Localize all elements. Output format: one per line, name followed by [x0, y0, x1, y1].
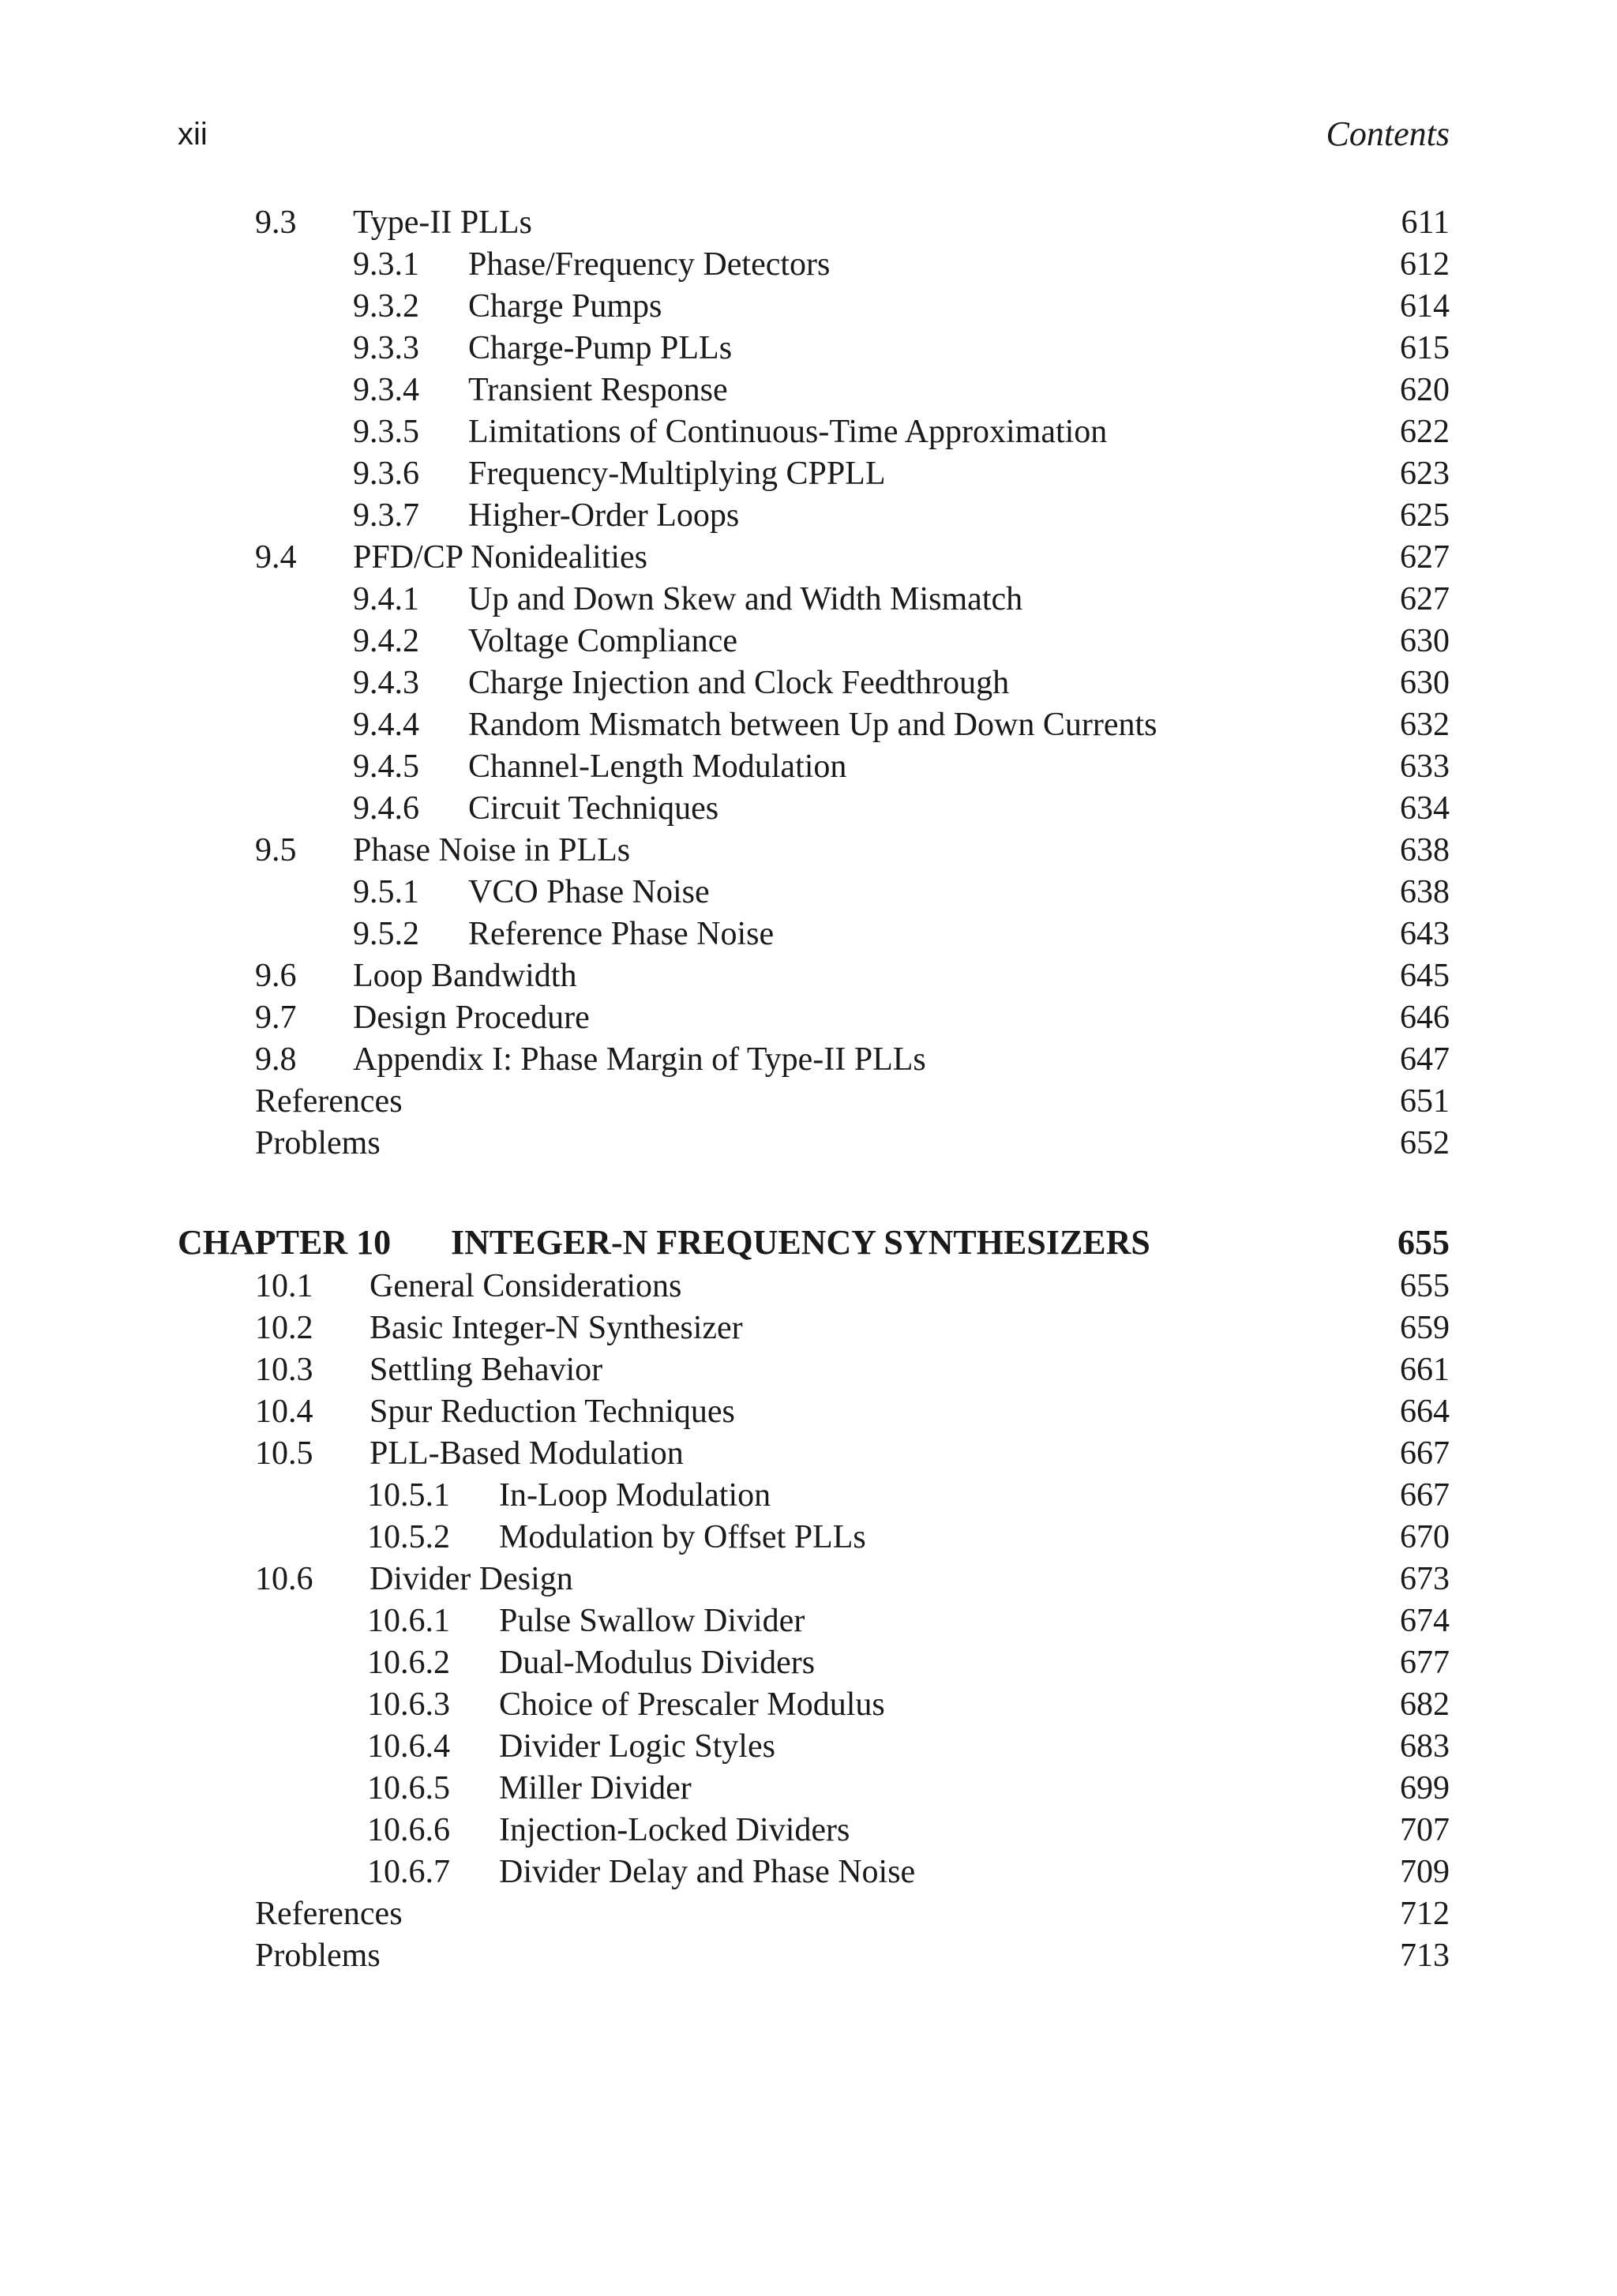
subsection-title: In-Loop Modulation: [499, 1477, 771, 1514]
toc-subsection-row[interactable]: [0, 1684, 1617, 1725]
subsection-title: Charge Pumps: [468, 288, 662, 325]
subsection-number: 9.4.5: [353, 748, 419, 785]
subsection-number: 10.6.2: [367, 1645, 450, 1681]
subsection-page: 625: [1400, 497, 1450, 534]
subsection-number: 10.6.6: [367, 1812, 450, 1848]
subsection-number: 10.6.4: [367, 1728, 450, 1765]
section-number: 9.6: [255, 958, 297, 994]
toc-references-row[interactable]: [0, 1893, 1617, 1934]
subsection-page: 674: [1400, 1603, 1450, 1639]
section-page: 647: [1400, 1041, 1450, 1078]
toc-subsection-row[interactable]: [0, 1768, 1617, 1809]
subsection-page: 627: [1400, 581, 1450, 617]
toc-subsection-row[interactable]: [0, 1642, 1617, 1683]
toc-subsection-row[interactable]: [0, 495, 1617, 536]
toc-subsection-row[interactable]: [0, 411, 1617, 452]
subsection-title: Dual-Modulus Dividers: [499, 1645, 816, 1681]
subsection-title: Divider Logic Styles: [499, 1728, 775, 1765]
section-number: 10.3: [255, 1352, 313, 1388]
toc-section-row[interactable]: [0, 1307, 1617, 1349]
toc-subsection-row[interactable]: [0, 1810, 1617, 1851]
section-title: Settling Behavior: [370, 1352, 603, 1388]
subsection-page: 612: [1400, 246, 1450, 283]
subsection-number: 9.3.2: [353, 288, 419, 325]
toc-section-row[interactable]: [0, 1391, 1617, 1432]
section-title: Type-II PLLs: [353, 204, 532, 241]
subsection-number: 10.5.1: [367, 1477, 450, 1514]
subsection-title: Charge-Pump PLLs: [468, 330, 733, 366]
section-page: 655: [1400, 1268, 1450, 1304]
section-number: 9.5: [255, 832, 297, 869]
section-page: 673: [1400, 1561, 1450, 1597]
toc-subsection-row[interactable]: [0, 662, 1617, 703]
subsection-number: 9.5.1: [353, 874, 419, 910]
subsection-page: 615: [1400, 330, 1450, 366]
section-title: Loop Bandwidth: [353, 958, 577, 994]
page-number: xii: [178, 117, 208, 152]
toc-subsection-row[interactable]: [0, 872, 1617, 913]
toc-problems-row[interactable]: [0, 1123, 1617, 1164]
section-page: 659: [1400, 1310, 1450, 1346]
subsection-page: 614: [1400, 288, 1450, 325]
subsection-title: Circuit Techniques: [468, 790, 719, 827]
subsection-title: Phase/Frequency Detectors: [468, 246, 831, 283]
subsection-page: 699: [1400, 1770, 1450, 1806]
subsection-title: VCO Phase Noise: [468, 874, 710, 910]
subsection-page: 632: [1400, 707, 1450, 743]
subsection-page: 643: [1400, 916, 1450, 952]
section-number: 9.3: [255, 204, 297, 241]
subsection-page: 682: [1400, 1686, 1450, 1723]
toc-subsection-row[interactable]: [0, 328, 1617, 369]
section-number: 10.5: [255, 1435, 313, 1472]
subsection-page: 638: [1400, 874, 1450, 910]
subsection-number: 9.3.6: [353, 456, 419, 492]
toc-section-row[interactable]: [0, 1559, 1617, 1600]
subsection-page: 677: [1400, 1645, 1450, 1681]
subsection-number: 9.4.3: [353, 665, 419, 701]
toc-subsection-row[interactable]: [0, 1600, 1617, 1641]
toc-references-row[interactable]: [0, 1081, 1617, 1122]
subsection-number: 9.3.1: [353, 246, 419, 283]
subsection-number: 9.3.5: [353, 414, 419, 450]
subsection-title: Miller Divider: [499, 1770, 692, 1806]
section-title: Design Procedure: [353, 1000, 590, 1036]
toc-section-row[interactable]: [0, 537, 1617, 578]
problems-title: Problems: [255, 1125, 381, 1161]
subsection-page: 667: [1400, 1477, 1450, 1514]
toc-subsection-row[interactable]: [0, 914, 1617, 955]
subsection-title: Injection-Locked Dividers: [499, 1812, 850, 1848]
subsection-page: 622: [1400, 414, 1450, 450]
references-title: References: [255, 1896, 403, 1932]
subsection-number: 10.6.3: [367, 1686, 450, 1723]
toc-subsection-row[interactable]: [0, 788, 1617, 829]
section-page: 667: [1400, 1435, 1450, 1472]
toc-problems-row[interactable]: [0, 1935, 1617, 1976]
subsection-page: 633: [1400, 748, 1450, 785]
section-title: PFD/CP Nonidealities: [353, 539, 647, 576]
section-title: Appendix I: Phase Margin of Type-II PLLs: [353, 1041, 926, 1078]
section-page: 661: [1400, 1352, 1450, 1388]
subsection-number: 9.4.2: [353, 623, 419, 659]
subsection-title: Higher-Order Loops: [468, 497, 740, 534]
chapter-page: 655: [1398, 1223, 1450, 1262]
subsection-number: 9.3.4: [353, 372, 419, 408]
subsection-title: Limitations of Continuous-Time Approximation: [468, 414, 1108, 450]
subsection-title: Reference Phase Noise: [468, 916, 775, 952]
section-number: 9.7: [255, 1000, 297, 1036]
toc-subsection-row[interactable]: [0, 1517, 1617, 1558]
references-title: References: [255, 1083, 403, 1120]
section-number: 10.1: [255, 1268, 313, 1304]
section-number: 10.2: [255, 1310, 313, 1346]
toc-subsection-row[interactable]: [0, 453, 1617, 494]
subsection-number: 9.5.2: [353, 916, 419, 952]
section-title: Phase Noise in PLLs: [353, 832, 631, 869]
section-title: Spur Reduction Techniques: [370, 1394, 735, 1430]
section-title: Basic Integer-N Synthesizer: [370, 1310, 743, 1346]
chapter-title: INTEGER-N FREQUENCY SYNTHESIZERS: [451, 1223, 1150, 1262]
toc-subsection-row[interactable]: [0, 1475, 1617, 1516]
toc-section-row[interactable]: [0, 202, 1617, 243]
section-number: 9.4: [255, 539, 297, 576]
subsection-page: 620: [1400, 372, 1450, 408]
toc-section-row[interactable]: [0, 1039, 1617, 1080]
subsection-number: 9.3.3: [353, 330, 419, 366]
references-page: 712: [1400, 1896, 1450, 1932]
section-page: 627: [1400, 539, 1450, 576]
toc-subsection-row[interactable]: [0, 1726, 1617, 1767]
toc-subsection-row[interactable]: [0, 1851, 1617, 1893]
chapter-number: CHAPTER 10: [178, 1223, 392, 1262]
section-number: 10.6: [255, 1561, 313, 1597]
subsection-page: 707: [1400, 1812, 1450, 1848]
toc-subsection-row[interactable]: [0, 286, 1617, 327]
subsection-title: Random Mismatch between Up and Down Currents: [468, 707, 1157, 743]
subsection-number: 9.4.1: [353, 581, 419, 617]
section-page: 638: [1400, 832, 1450, 869]
subsection-page: 634: [1400, 790, 1450, 827]
subsection-page: 630: [1400, 665, 1450, 701]
subsection-title: Divider Delay and Phase Noise: [499, 1854, 916, 1890]
section-page: 664: [1400, 1394, 1450, 1430]
running-title: Contents: [1326, 114, 1450, 153]
subsection-number: 10.6.7: [367, 1854, 450, 1890]
subsection-number: 10.6.5: [367, 1770, 450, 1806]
references-page: 651: [1400, 1083, 1450, 1120]
subsection-title: Pulse Swallow Divider: [499, 1603, 805, 1639]
toc-section-row[interactable]: [0, 1266, 1617, 1307]
toc-subsection-row[interactable]: [0, 579, 1617, 620]
toc-subsection-row[interactable]: [0, 244, 1617, 285]
subsection-page: 709: [1400, 1854, 1450, 1890]
section-number: 10.4: [255, 1394, 313, 1430]
subsection-title: Frequency-Multiplying CPPLL: [468, 456, 886, 492]
subsection-title: Transient Response: [468, 372, 728, 408]
subsection-title: Choice of Prescaler Modulus: [499, 1686, 885, 1723]
subsection-number: 9.4.6: [353, 790, 419, 827]
subsection-title: Channel-Length Modulation: [468, 748, 847, 785]
section-title: PLL-Based Modulation: [370, 1435, 684, 1472]
problems-page: 652: [1400, 1125, 1450, 1161]
toc-section-row[interactable]: [0, 830, 1617, 871]
subsection-page: 630: [1400, 623, 1450, 659]
toc-section-row[interactable]: [0, 997, 1617, 1038]
subsection-title: Up and Down Skew and Width Mismatch: [468, 581, 1023, 617]
subsection-number: 10.5.2: [367, 1519, 450, 1555]
problems-title: Problems: [255, 1938, 381, 1974]
subsection-page: 623: [1400, 456, 1450, 492]
subsection-page: 683: [1400, 1728, 1450, 1765]
toc-section-row[interactable]: [0, 1433, 1617, 1474]
subsection-title: Voltage Compliance: [468, 623, 737, 659]
section-page: 645: [1400, 958, 1450, 994]
section-title: Divider Design: [370, 1561, 573, 1597]
subsection-number: 9.4.4: [353, 707, 419, 743]
section-page: 611: [1401, 204, 1450, 241]
toc-section-row[interactable]: [0, 955, 1617, 996]
problems-page: 713: [1400, 1938, 1450, 1974]
section-title: General Considerations: [370, 1268, 682, 1304]
subsection-number: 9.3.7: [353, 497, 419, 534]
toc-subsection-row[interactable]: [0, 746, 1617, 787]
toc-subsection-row[interactable]: [0, 704, 1617, 745]
section-number: 9.8: [255, 1041, 297, 1078]
subsection-title: Charge Injection and Clock Feedthrough: [468, 665, 1010, 701]
toc-section-row[interactable]: [0, 1349, 1617, 1390]
subsection-number: 10.6.1: [367, 1603, 450, 1639]
section-page: 646: [1400, 1000, 1450, 1036]
subsection-title: Modulation by Offset PLLs: [499, 1519, 866, 1555]
toc-chapter-row[interactable]: [0, 1222, 1617, 1263]
running-head: [0, 111, 1617, 158]
toc-subsection-row[interactable]: [0, 370, 1617, 411]
subsection-page: 670: [1400, 1519, 1450, 1555]
toc-subsection-row[interactable]: [0, 621, 1617, 662]
